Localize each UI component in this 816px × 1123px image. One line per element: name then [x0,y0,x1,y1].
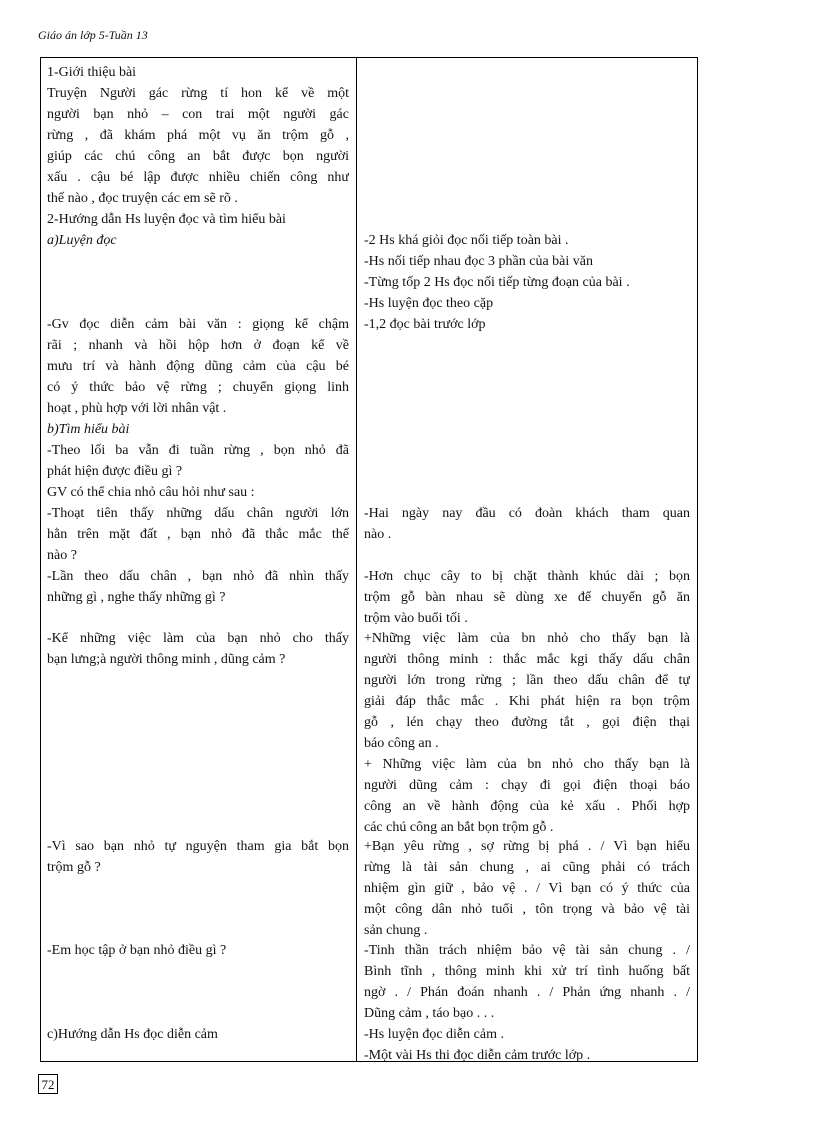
student-activity-line: Dũng cảm , táo bạo . . . [364,1006,495,1021]
teacher-activity-line: -Em học tập ở bạn nhỏ điều gì ? [47,943,227,958]
teacher-activity-line: -Lần theo dấu chân , bạn nhỏ đã nhìn thấy [47,569,349,584]
student-activity-line: rừng là tài sản chung , ai cũng phải có trách [364,860,690,875]
teacher-activity-line: người bạn nhỏ – con trai một người gác [47,107,349,122]
teacher-activity-line: -Kể những việc làm của bạn nhỏ cho thấy [47,631,349,646]
student-activity-line: các chú công an bắt bọn trộm gỗ . [364,820,554,835]
student-activity-line: người lớn trong rừng ; lần theo dấu chân để tự [364,673,690,688]
page-header: Giáo án lớp 5-Tuần 13 [38,28,148,42]
student-activity-line: +Những việc làm của bn nhỏ cho thấy bạn là [364,631,690,646]
page-number: 72 [38,1074,58,1094]
teacher-activity-line: phát hiện được điều gì ? [47,464,183,479]
student-activity-line: một công dân nhỏ tuổi , tôn trọng và bảo vệ tài [364,902,690,917]
teacher-activity-line: hằn trên mặt đất , bạn nhỏ đã thắc mắc thế [47,527,349,542]
student-activity-line: Bình tĩnh , thông minh khi xử trí tình huống bất [364,964,690,979]
teacher-activity-line: xấu . cậu bé lập được nhiều chiến công như [47,170,349,185]
student-activity-line: -Hơn chục cây to bị chặt thành khúc dài ; bọn [364,569,690,584]
student-activity-line: -Tinh thần trách nhiệm bảo vệ tài sản chung . / [364,943,690,958]
student-activity-line: ngờ . / Phán đoán nhanh . / Phản ứng nhanh . / [364,985,690,1000]
lesson-table [40,57,698,1062]
teacher-activity-line: những gì , nghe thấy những gì ? [47,590,226,605]
student-activity-line: + Những việc làm của bn nhỏ cho thấy bạn là [364,757,690,772]
teacher-activity-line: hoạt , phù hợp với lời nhân vật . [47,401,227,416]
student-activity-line: nhiệm gìn giữ , bảo vệ . / Vì bạn có ý thức của [364,881,690,896]
student-activity-line: -Hs nối tiếp nhau đọc 3 phần của bài văn [364,254,593,269]
teacher-activity-line: có ý thức bảo vệ rừng ; chuyển giọng linh [47,380,349,395]
student-activity-line: nào . [364,527,392,542]
student-activity-line: -1,2 đọc bài trước lớp [364,317,486,332]
student-activity-line: -Hs luyện đọc theo cặp [364,296,494,311]
teacher-activity-line: thế nào , đọc truyện các em sẽ rõ . [47,191,238,206]
student-activity-line: -Từng tốp 2 Hs đọc nối tiếp từng đoạn của bài . [364,275,630,290]
teacher-activity-line: trộm gỗ ? [47,860,101,875]
teacher-activity-line: mưu trí và hành động dũng cảm của cậu bé [47,359,349,374]
teacher-activity-line: GV có thể chia nhỏ câu hỏi như sau : [47,485,255,500]
teacher-activity-line: 2-Hướng dẫn Hs luyện đọc và tìm hiểu bài [47,212,286,227]
student-activity-line: -Hai ngày nay đầu có đoàn khách tham quan [364,506,690,521]
student-activity-line: +Bạn yêu rừng , sợ rừng bị phá . / Vì bạn hiểu [364,839,690,854]
teacher-activity-line: Truyện Người gác rừng tí hon kể về một [47,86,349,101]
student-activity-line: báo công an . [364,736,439,751]
student-activity-line: trộm vào buổi tối . [364,611,468,626]
teacher-activity-line: bạn lưng;à người thông minh , dũng cảm ? [47,652,286,667]
teacher-activity-line: -Theo lối ba vẫn đi tuần rừng , bọn nhỏ đã [47,443,349,458]
teacher-activity-line: rãi ; nhanh và hồi hộp hơn ở đoạn kể về [47,338,349,353]
teacher-activity-line: b)Tìm hiểu bài [47,422,130,437]
student-activity-line: người dũng cảm : chạy đi gọi điện thoại báo [364,778,690,793]
student-activity-line: công an về hành động của kẻ xấu . Phối hợp [364,799,690,814]
student-activity-line: sản chung . [364,923,428,938]
student-activity-line: -2 Hs khá giỏi đọc nối tiếp toàn bài . [364,233,569,248]
column-divider [356,58,357,1061]
student-activity-line: gỗ , lén chạy theo đường tắt , gọi điện thại [364,715,690,730]
teacher-activity-line: -Vì sao bạn nhỏ tự nguyện tham gia bắt bọn [47,839,349,854]
teacher-activity-line: a)Luyện đọc [47,233,117,248]
teacher-activity-line: 1-Giới thiệu bài [47,65,137,80]
teacher-activity-line: rừng , đã khám phá một vụ ăn trộm gỗ , [47,128,349,143]
student-activity-line: -Hs luyện đọc diễn cảm . [364,1027,504,1042]
teacher-activity-line: nào ? [47,548,77,563]
teacher-activity-line: c)Hướng dẫn Hs đọc diễn cảm [47,1027,218,1042]
teacher-activity-line: -Thoạt tiên thấy những dấu chân người lớn [47,506,349,521]
student-activity-line: trộm gỗ bàn nhau sẽ dùng xe để chuyển gỗ ăn [364,590,690,605]
student-activity-line: -Một vài Hs thi đọc diễn cảm trước lớp . [364,1048,591,1063]
teacher-activity-line: -Gv đọc diễn cảm bài văn : giọng kể chậm [47,317,349,332]
student-activity-line: giải đáp thắc mắc . Khi phát hiện ra bọn trộm [364,694,690,709]
student-activity-line: người thông minh : thắc mắc kgi thấy dấu chân [364,652,690,667]
teacher-activity-line: giúp các chú công an bắt được bọn người [47,149,349,164]
